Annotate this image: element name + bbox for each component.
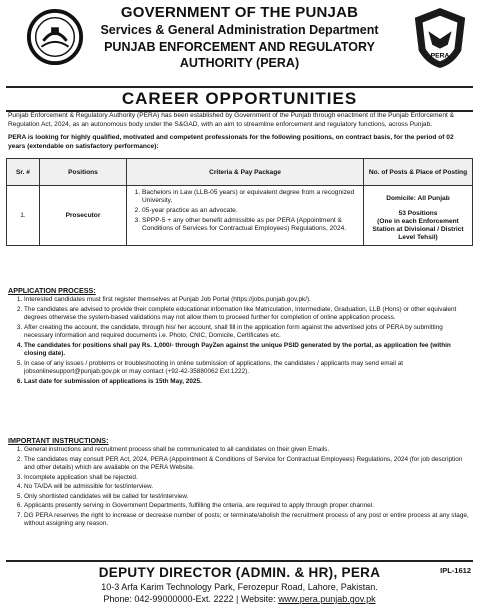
list-item: 5. Only shortlisted candidates will be called for test/interview. bbox=[24, 493, 471, 502]
header-criteria: Criteria & Pay Package bbox=[127, 159, 364, 186]
footer-designation: DEPUTY DIRECTOR (ADMIN. & HR), PERA bbox=[98, 565, 381, 580]
application-heading: APPLICATION PROCESS: bbox=[8, 286, 96, 295]
list-item: 5. In case of any issues / problems or troubleshooting in online submission of applications, the candidates / applicants may send email at jobsonlinesupport@punjab.gov.pk or may contact (+92-42-35880062 Ext:1222). bbox=[24, 360, 471, 377]
row-criteria bbox=[127, 186, 364, 246]
domicile: Domicile: All Punjab bbox=[386, 195, 450, 202]
header-positions: Positions bbox=[40, 159, 127, 186]
header-sr: Sr. # bbox=[7, 159, 40, 186]
footer-contact bbox=[6, 594, 473, 604]
authority-title-line1: PUNJAB ENFORCEMENT AND REGULATORY bbox=[104, 40, 375, 54]
table-row bbox=[7, 186, 473, 246]
department-title: Services & General Administration Department bbox=[100, 23, 379, 37]
pera-shield-icon bbox=[411, 6, 469, 70]
list-item: 1. General instructions and recruitment process shall be communicated to all candidates on their given Emails. bbox=[24, 446, 471, 455]
list-item: 6. Last date for submission of applications is 15th May, 2025. bbox=[24, 378, 471, 387]
posts-count: 53 Positions bbox=[398, 210, 438, 217]
government-title: GOVERNMENT OF THE PUNJAB bbox=[120, 4, 359, 21]
positions-table bbox=[6, 158, 473, 246]
list-item: 1. Interested candidates must first register themselves at Punjab Job Portal (https://jobs.punjab.gov.pk/). bbox=[24, 296, 471, 305]
list-item: 6. Applicants presently serving in Government Departments, fulfilling the criteria, are required to apply through proper channel. bbox=[24, 502, 471, 511]
footer bbox=[6, 560, 473, 614]
authority-title-line2: AUTHORITY (PERA) bbox=[179, 56, 300, 70]
list-item: 4. The candidates for positions shall pay Rs. 1,000/- through PayZen against the unique PSID generated by the portal, as application fee (within closing date). bbox=[24, 342, 471, 359]
posting-place: (One in each Enforcement Station at Divisional / District Level Tehsil) bbox=[372, 218, 464, 241]
list-item: 2. The candidates are advised to provide their complete educational information like Matriculation, Intermediate, Graduation, LLB (Hons) or other equivalent degrees otherwise the system-based validations may not allow them to proceed further for completion of online application process. bbox=[24, 306, 471, 323]
criteria-item: 3. SPPP-5 + any other benefit admissible as per PERA (Appointment & Conditions of Services for Contractual Employees) Regulations, 2024. bbox=[142, 217, 360, 233]
criteria-item: 1. Bachelors in Law (LLB-05 years) or equivalent degree from a recognized University. bbox=[142, 189, 360, 205]
career-banner: CAREER OPPORTUNITIES bbox=[6, 86, 473, 112]
list-item: 7. DG PERA reserves the right to increase or decrease number of posts; or terminate/abolish the recruitment process of any post or entire process at any stage, without assigning any reason. bbox=[24, 512, 471, 529]
footer-phone: Phone: 042-99000000-Ext. 2222 | Website: bbox=[103, 594, 279, 604]
list-item: 4. No TA/DA will be admissible for test/interview. bbox=[24, 483, 471, 492]
criteria-item: 2. 05-year practice as an advocate. bbox=[142, 207, 360, 215]
list-item: 3. After creating the account, the candidate, through his/ her account, shall fill in the application form against the advertised jobs of PERA by submitting necessary information and required documents i.e. Photo, CNIC, Domicile, Certificates etc. bbox=[24, 324, 471, 341]
row-sr: 1. bbox=[7, 186, 40, 246]
list-item: 3. Incomplete application shall be rejected. bbox=[24, 474, 471, 483]
website-link[interactable]: www.pera.punjab.gov.pk bbox=[278, 594, 376, 604]
intro-text bbox=[8, 112, 471, 156]
footer-address: 10-3 Arfa Karim Technology Park, Ferozepur Road, Lahore, Pakistan. bbox=[101, 582, 378, 592]
row-posts bbox=[364, 186, 473, 246]
table-header-row bbox=[7, 159, 473, 186]
application-list bbox=[8, 296, 471, 387]
list-item: 2. The candidates may consult PER Act, 2024, PERA (Appointment & Conditions of Service for Contractual Employees) Regulations, 2024 (for job description and other details) which are available on the PERA Website. bbox=[24, 456, 471, 473]
row-position: Prosecutor bbox=[40, 186, 127, 246]
intro-paragraph-2: PERA is looking for highly qualified, motivated and competent professionals for the following positions, on contract basis, for the period of 02 years (extendable on satisfactory performance): bbox=[8, 134, 454, 150]
header bbox=[6, 0, 473, 86]
intro-paragraph-1: Punjab Enforcement & Regulatory Authority (PERA) has been established by Government of the Punjab through enactment of the Punjab Enforcement & Regulation Act, 2024, as an autonomous body under the S&GAD, with an aim to streamline enforcement and regulatory functions, across Punjab. bbox=[8, 112, 455, 128]
header-posts: No. of Posts & Place of Posting bbox=[364, 159, 473, 186]
ipl-number: IPL-1612 bbox=[440, 566, 471, 575]
instructions-heading: IMPORTANT INSTRUCTIONS: bbox=[8, 436, 109, 445]
instructions-list bbox=[8, 446, 471, 530]
pera-logo-text: PERA bbox=[430, 52, 450, 60]
